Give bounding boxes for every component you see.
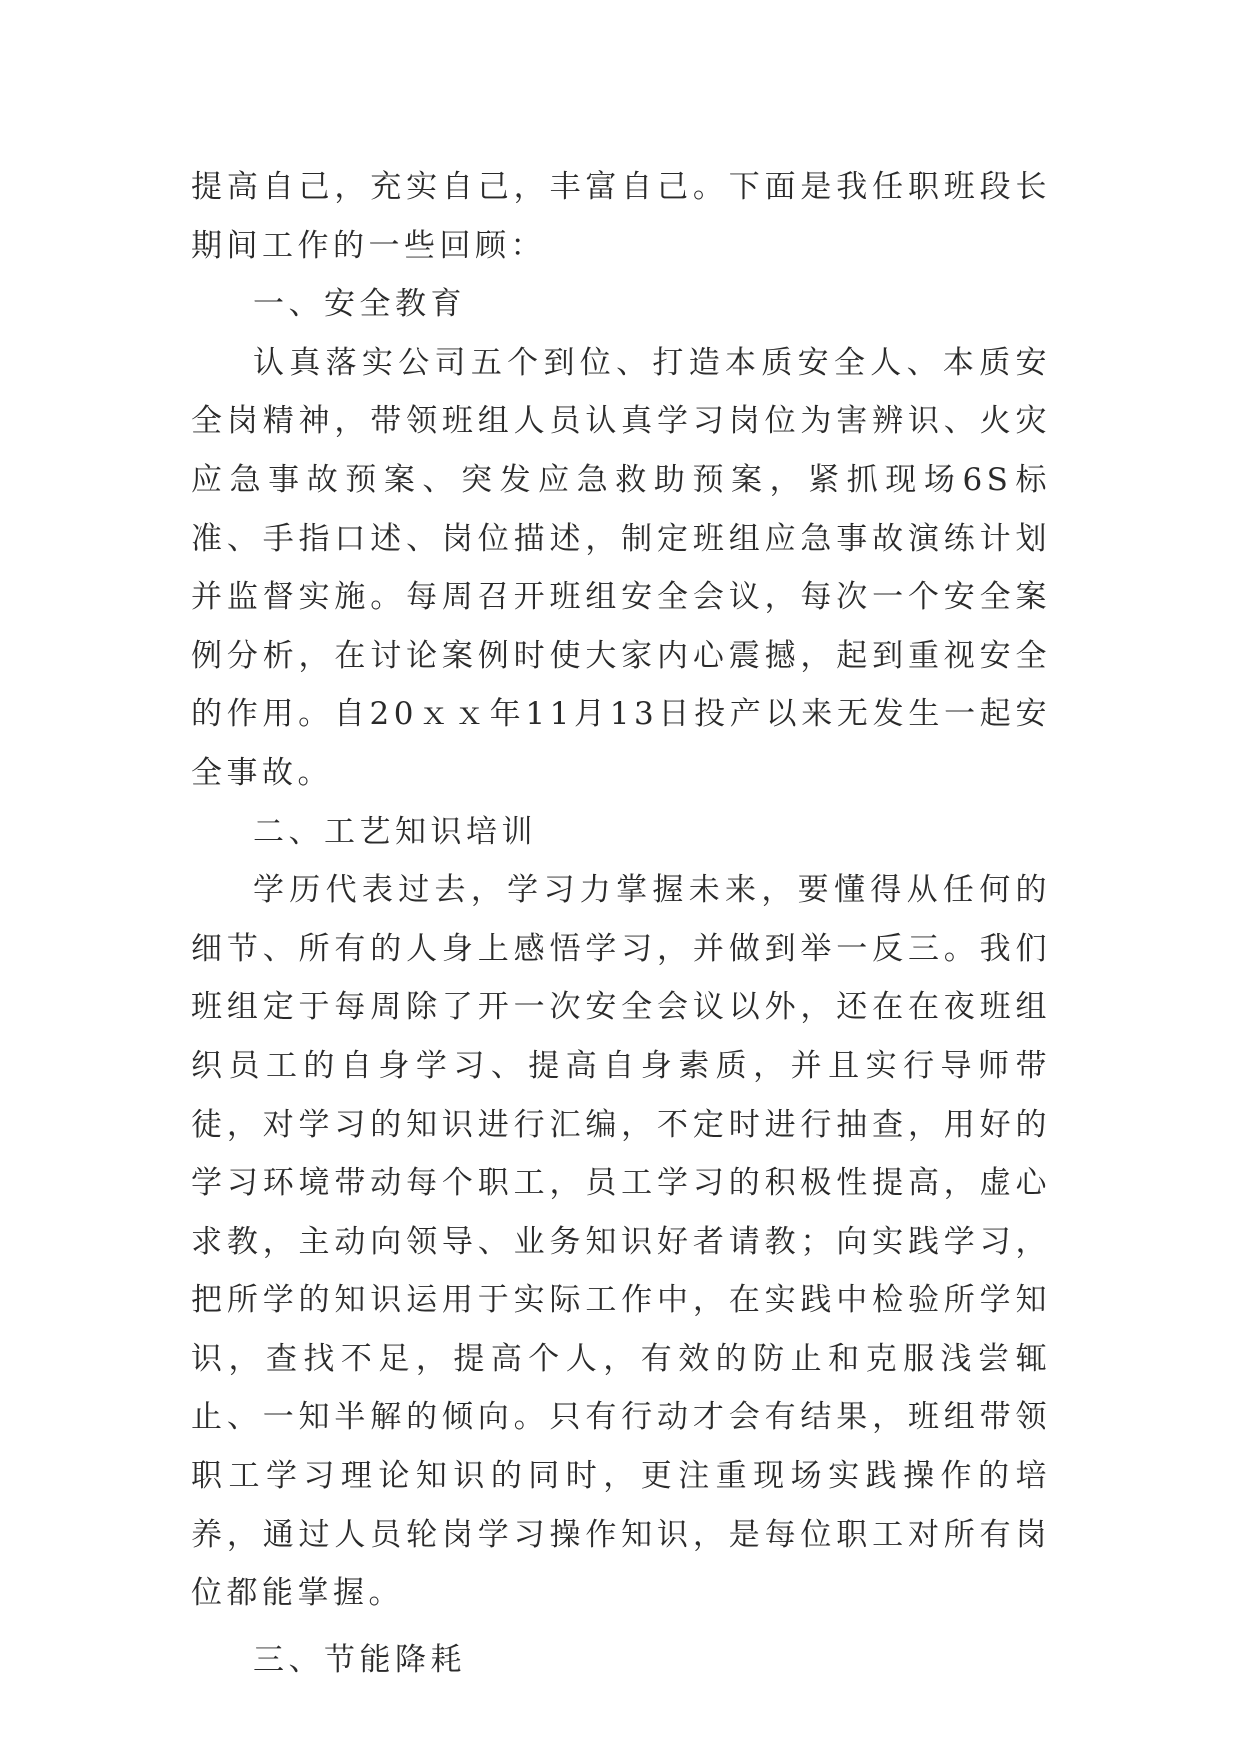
section-body-safety-education: 认真落实公司五个到位、打造本质安全人、本质安全岗精神，带领班组人员认真学习岗位为害辨识、火灾应急事故预案、突发应急救助预案，紧抓现场6S标准、手指口述、岗位描述，制定班组应急事故演练计划并监督实施。每周召开班组安全会议，每次一个安全案例分析，在讨论案例时使大家内心震撼，起到重视安全的作用。自20ｘｘ年11月13日投产以来无发生一起安全事故。 xyxy=(191,344,1051,791)
section-heading-safety-education: 一、安全教育 xyxy=(253,286,466,323)
section-heading-energy-saving: 三、节能降耗 xyxy=(253,1641,466,1678)
section-body-process-training: 学历代表过去，学习力掌握未来，要懂得从任何的细节、所有的人身上感悟学习，并做到举一反三。我们班组定于每周除了开一次安全会议以外，还在在夜班组织员工的自身学习、提高自身素质，并且实行导师带徒，对学习的知识进行汇编，不定时进行抽查，用好的学习环境带动每个职工，员工学习的积极性提高，虚心求教，主动向领导、业务知识好者请教；向实践学习，把所学的知识运用于实际工作中，在实践中检验所学知识，查找不足，提高个人，有效的防止和克服浅尝辄止、一知半解的倾向。只有行动才会有结果，班组带领职工学习理论知识的同时，更注重现场实践操作的培养，通过人员轮岗学习操作知识，是每位职工对所有岗位都能掌握。 xyxy=(191,872,1051,1612)
intro-paragraph: 提高自己，充实自己，丰富自己。下面是我任职班段长期间工作的一些回顾： xyxy=(191,169,1051,264)
section-heading-process-training: 二、工艺知识培训 xyxy=(253,813,537,850)
document-body xyxy=(191,158,1051,1689)
